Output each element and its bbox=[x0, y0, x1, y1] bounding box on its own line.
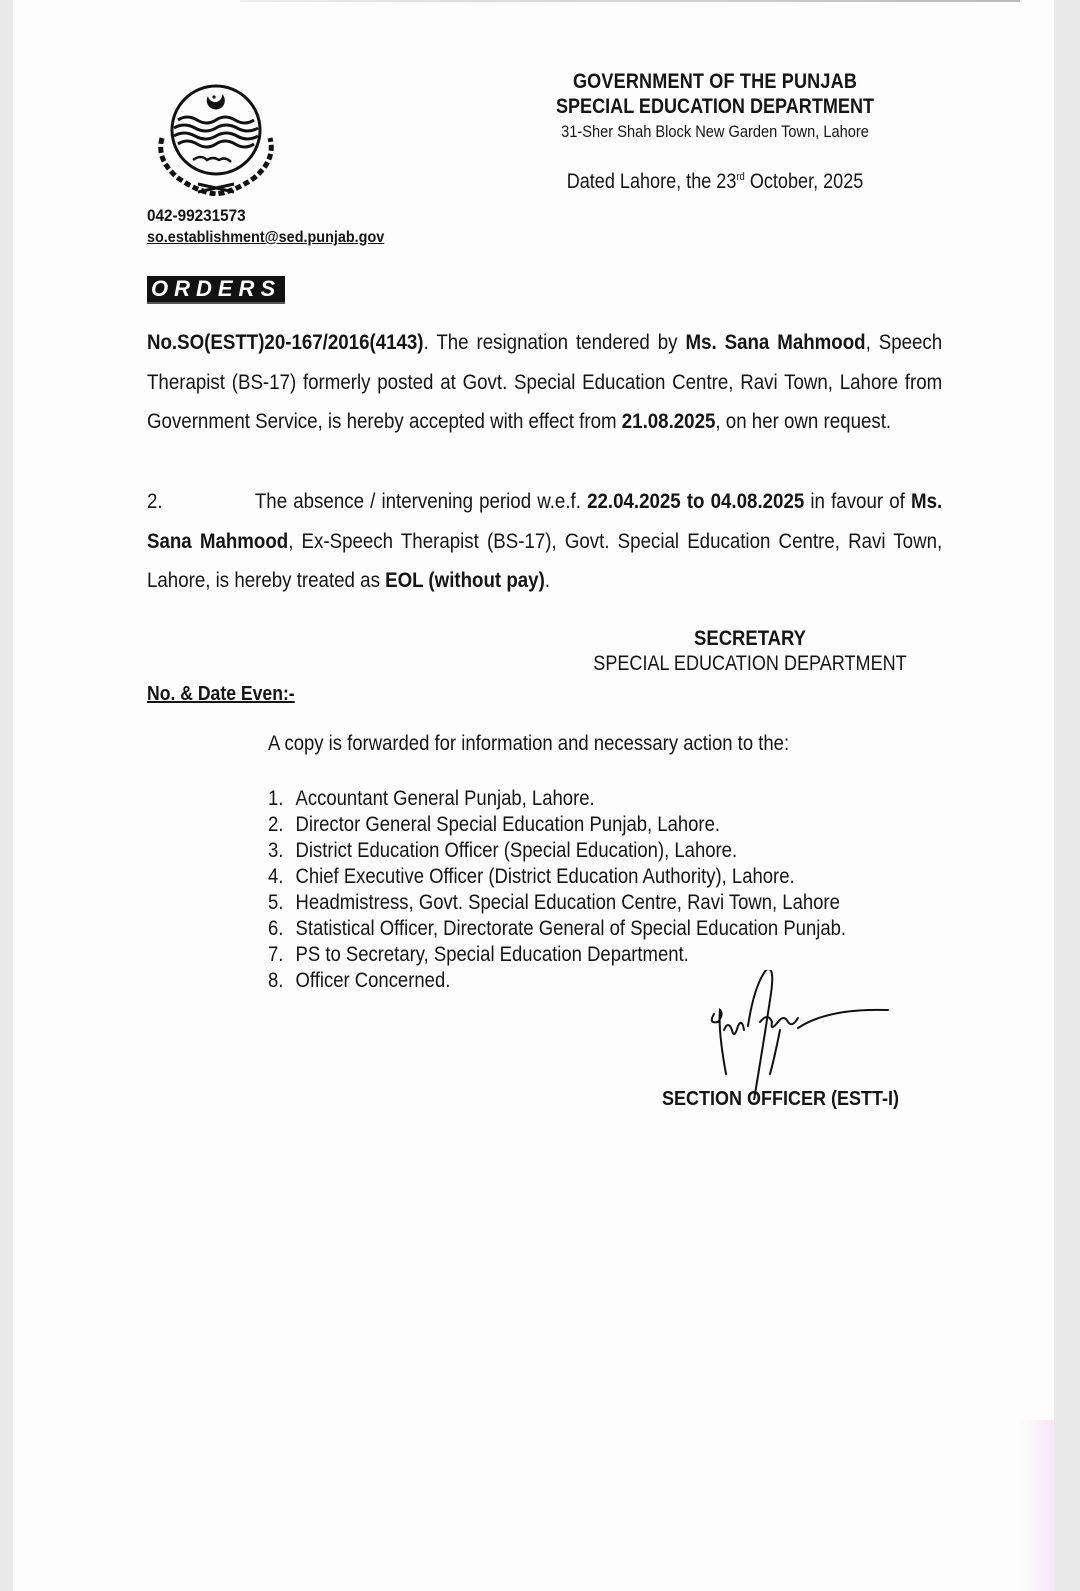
list-item: 4. Chief Executive Officer (District Education Authority), Lahore. bbox=[268, 864, 795, 888]
list-item: 6. Statistical Officer, Directorate General of Special Education Punjab. bbox=[268, 916, 847, 940]
order-paragraph-1: No.SO(ESTT)20-167/2016(4143). The resignation tendered by Ms. Sana Mahmood, Speech Therapist (BS-17) formerly posted at Govt. Special Education Centre, Ravi Town, Lahore from Government Service, is hereby accepted with effect from 21.08.2025, on her own request. bbox=[147, 330, 943, 433]
punjab-government-emblem-icon bbox=[148, 78, 284, 196]
page-top-edge bbox=[240, 0, 1020, 2]
document-date: Dated Lahore, the 23rd October, 2025 bbox=[566, 170, 864, 193]
contact-email-link[interactable]: so.establishment@sed.punjab.gov bbox=[147, 229, 385, 246]
copy-distribution-list bbox=[268, 785, 846, 993]
handwritten-signature-icon bbox=[700, 970, 900, 1100]
leave-treatment: EOL (without pay) bbox=[385, 568, 545, 592]
page-edge-shadow bbox=[1020, 1420, 1054, 1591]
contact-phone: 042-99231573 bbox=[147, 206, 246, 225]
paragraph-number: 2. bbox=[147, 489, 163, 513]
orders-heading: ORDERS bbox=[147, 276, 285, 304]
employee-name: Ms. Sana Mahmood bbox=[147, 489, 943, 553]
signatory-department: SPECIAL EDUCATION DEPARTMENT bbox=[593, 652, 907, 675]
letterhead-address: 31-Sher Shah Block New Garden Town, Lahore bbox=[561, 122, 869, 141]
list-item: 5. Headmistress, Govt. Special Education Centre, Ravi Town, Lahore bbox=[268, 890, 840, 914]
list-item: 1. Accountant General Punjab, Lahore. bbox=[268, 786, 595, 810]
section-officer-title: SECTION OFFICER (ESTT-I) bbox=[662, 1088, 900, 1110]
signatory-title: SECRETARY bbox=[694, 627, 806, 650]
employee-name: Ms. Sana Mahmood bbox=[685, 330, 866, 354]
no-date-even-heading: No. & Date Even:- bbox=[147, 683, 295, 705]
order-paragraph-2: 2. The absence / intervening period w.e.f. 22.04.2025 to 04.08.2025 in favour of Ms. Sana Mahmood, Ex-Speech Therapist (BS-17), Govt. Special Education Centre, Ravi Town, Lahore, is hereby treated as EOL (without pay). bbox=[147, 482, 942, 601]
list-item: 8. Officer Concerned. bbox=[268, 968, 451, 992]
letterhead-department: SPECIAL EDUCATION DEPARTMENT bbox=[555, 95, 875, 118]
copy-forwarded-intro: A copy is forwarded for information and necessary action to the: bbox=[268, 731, 790, 755]
letterhead-government: GOVERNMENT OF THE PUNJAB bbox=[572, 70, 858, 93]
list-item: 3. District Education Officer (Special Education), Lahore. bbox=[268, 838, 738, 862]
absence-period: 22.04.2025 to 04.08.2025 bbox=[587, 489, 805, 513]
list-item: 7. PS to Secretary, Special Education Department. bbox=[268, 942, 689, 966]
order-reference-number: No.SO(ESTT)20-167/2016(4143) bbox=[147, 330, 424, 354]
list-item: 2. Director General Special Education Punjab, Lahore. bbox=[268, 812, 721, 836]
effective-date: 21.08.2025 bbox=[621, 409, 716, 433]
